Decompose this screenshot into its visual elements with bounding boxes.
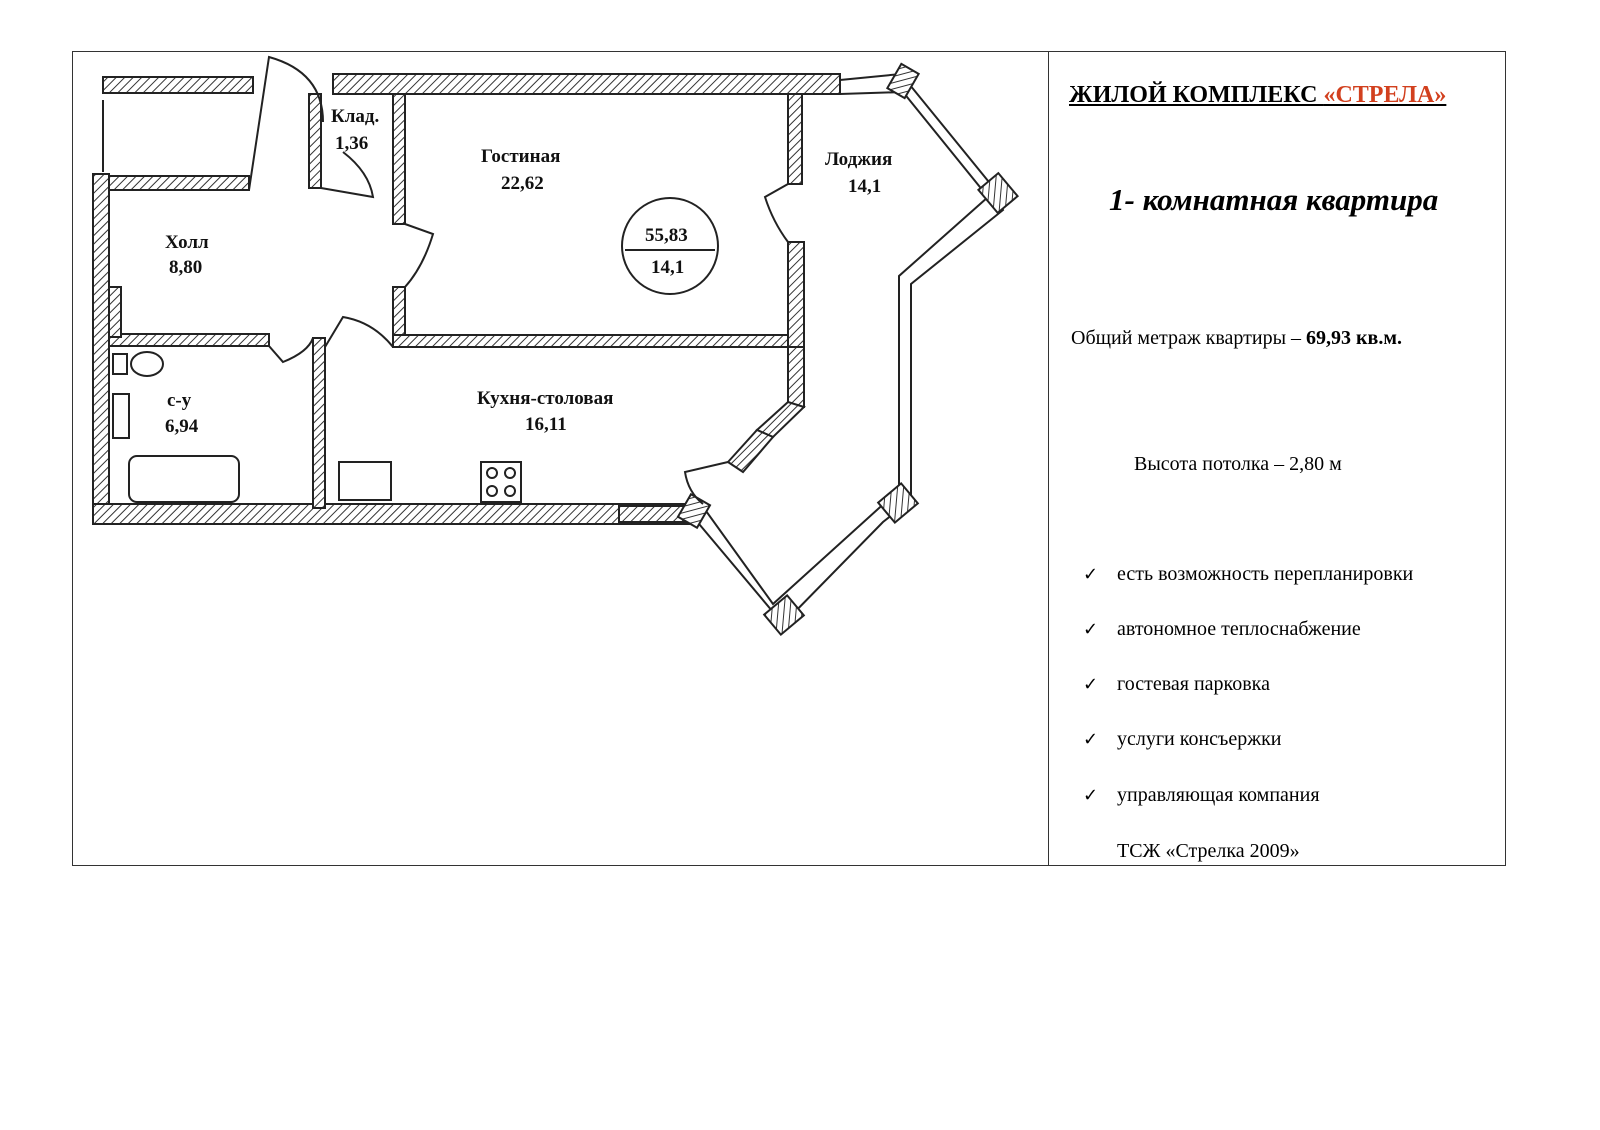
ceiling-height: Высота потолка – 2,80 м xyxy=(1134,453,1342,475)
wall-bottom xyxy=(93,504,689,524)
check-icon: ✓ xyxy=(1083,564,1099,585)
total-area-value: 69,93 кв.м. xyxy=(1306,327,1402,349)
room-loggia-area: 14,1 xyxy=(848,176,882,197)
room-storage-area: 1,36 xyxy=(335,133,369,154)
wall-bath-left-fixtures xyxy=(109,287,121,337)
wall-bath-top xyxy=(109,334,269,346)
wall-kitchen-bay-2 xyxy=(728,430,773,472)
kitchen-sink xyxy=(339,462,391,500)
room-loggia-name: Лоджия xyxy=(825,149,893,170)
area-summary-circle xyxy=(622,198,718,294)
check-icon: ✓ xyxy=(1083,619,1099,640)
sink-bath xyxy=(113,394,129,438)
door-living xyxy=(405,224,433,287)
wall-top xyxy=(333,74,840,94)
feature-item xyxy=(1083,563,1413,586)
room-living-name: Гостиная xyxy=(481,146,561,167)
feature-item xyxy=(1083,618,1361,641)
feature-text: автономное теплоснабжение xyxy=(1117,618,1361,640)
wall-left xyxy=(93,174,109,519)
wall-kitchen-right xyxy=(788,347,804,407)
check-icon: ✓ xyxy=(1083,729,1099,750)
door-kitchen xyxy=(325,317,393,347)
apartment-type: 1- комнатная квартира xyxy=(1109,182,1439,217)
room-kitchen-name: Кухня-столовая xyxy=(477,388,614,409)
door-loggia xyxy=(765,184,788,242)
wall-living-right-bottom xyxy=(788,242,804,352)
feature-text: управляющая компания xyxy=(1117,784,1320,806)
complex-name: «СТРЕЛА» xyxy=(1323,82,1447,108)
feature-text: есть возможность перепланировки xyxy=(1117,563,1414,585)
room-hall-area: 8,80 xyxy=(169,257,203,278)
wall-storage-right xyxy=(393,94,405,224)
wall-living-right-top xyxy=(788,94,802,184)
wall-storage-left xyxy=(309,94,321,188)
management-company: ТСЖ «Стрелка 2009» xyxy=(1117,840,1300,862)
room-hall-name: Холл xyxy=(165,232,209,253)
total-area-label: Общий метраж квартиры – xyxy=(1071,327,1307,349)
feature-text: гостевая парковка xyxy=(1117,673,1270,695)
room-storage-name: Клад. xyxy=(331,106,380,127)
info-panel xyxy=(1049,52,1505,865)
room-bathroom-name: с-у xyxy=(167,390,192,411)
wall-top-left xyxy=(103,77,253,93)
door-storage xyxy=(321,152,373,197)
total-area xyxy=(1071,327,1402,350)
check-icon: ✓ xyxy=(1083,785,1099,806)
feature-item xyxy=(1083,728,1282,751)
wall-living-bottom xyxy=(393,335,795,347)
stove xyxy=(481,462,521,502)
check-icon: ✓ xyxy=(1083,674,1099,695)
wall-hall-top xyxy=(109,176,249,190)
toilet xyxy=(131,352,163,376)
room-kitchen-area: 16,11 xyxy=(525,414,567,435)
complex-title xyxy=(1069,82,1446,109)
room-living-area: 22,62 xyxy=(501,173,544,194)
feature-item xyxy=(1083,784,1320,807)
complex-title-prefix: ЖИЛОЙ КОМПЛЕКС xyxy=(1069,82,1324,108)
loggia-post-2 xyxy=(978,173,1017,213)
wall-kitchen-bay xyxy=(757,402,804,437)
feature-text: услуги консъержки xyxy=(1117,728,1282,750)
door-bath xyxy=(269,338,313,362)
bathtub xyxy=(129,456,239,502)
floor-plan xyxy=(73,52,1047,865)
room-bathroom-area: 6,94 xyxy=(165,416,199,437)
summary-loggia: 14,1 xyxy=(651,257,685,278)
summary-living: 55,83 xyxy=(645,225,688,246)
wall-bath-right xyxy=(313,338,325,508)
feature-item xyxy=(1083,673,1270,696)
